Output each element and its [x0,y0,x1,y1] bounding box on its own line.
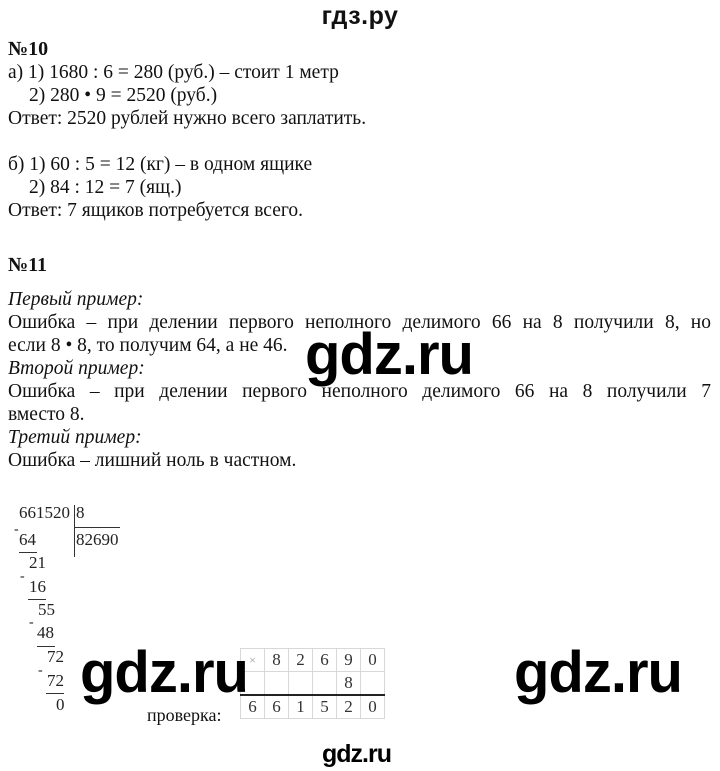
example2-title: Второй пример: [8,358,145,379]
example1-text-line1: Ошибка – при делении первого неполного делимого 66 на 8 получили 8, но [8,312,711,333]
check-multiplication-grid [240,648,385,719]
example1-text-line2: если 8 • 8, то получим 64, а не 46. [8,335,288,356]
task11-heading: №11 [8,254,47,276]
division-vertical-line [74,505,75,557]
division-step: 21 [29,553,46,572]
division-step: 55 [38,600,55,619]
divisor-underline [74,527,120,528]
task10-heading: №10 [8,38,49,60]
minus-sign: - [29,615,34,630]
grid-cell: 6 [265,695,289,719]
grid-cell: 8 [337,672,361,696]
minus-sign: - [20,569,25,584]
grid-cell: 2 [289,649,313,672]
task10-b-step1: б) 1) 60 : 5 = 12 (кг) – в одном ящике [8,154,313,175]
divisor: 8 [76,503,85,522]
minus-sign: - [38,663,43,678]
grid-row-multiplier [241,672,385,696]
grid-row-multiplicand [241,649,385,672]
grid-cell: 6 [241,695,265,719]
example1-title: Первый пример: [8,289,144,310]
example3-text-line1: Ошибка – лишний ноль в частном. [8,450,297,471]
check-label: проверка: [147,705,222,725]
dividend: 661520 [19,503,70,522]
task10-b-step2: 2) 84 : 12 = 7 (ящ.) [29,177,182,198]
watermark-bottom: gdz.ru [322,740,391,768]
grid-cell: 1 [289,695,313,719]
example2-text-line1: Ошибка – при делении первого неполного делимого 66 на 8 получили 7 [8,381,711,402]
example2-text-line2: вместо 8. [8,404,85,425]
division-step: 16 [29,577,46,596]
grid-cell [313,672,337,696]
grid-cell-multiply-sign: × [241,649,265,672]
task10-b-answer: Ответ: 7 ящиков потребуется всего. [8,200,303,221]
task10-a-step2: 2) 280 • 9 = 2520 (руб.) [29,85,218,106]
task10-a-answer: Ответ: 2520 рублей нужно всего заплатить. [8,108,367,129]
example3-title: Третий пример: [8,427,142,448]
division-step: 72 [47,647,64,666]
grid-cell [265,672,289,696]
watermark-left: gdz.ru [80,640,248,705]
grid-cell: 9 [337,649,361,672]
watermark-middle: gdz.ru [305,322,473,387]
quotient: 82690 [76,530,119,549]
grid-cell [289,672,313,696]
grid-cell: 2 [337,695,361,719]
watermark-right: gdz.ru [514,640,682,705]
grid-cell: 0 [361,695,385,719]
grid-cell: 5 [313,695,337,719]
minus-sign: - [14,522,19,537]
division-step: 48 [37,623,54,642]
grid-row-product [241,695,385,719]
step-underline [46,693,64,694]
task10-a-step1: а) 1) 1680 : 6 = 280 (руб.) – стоит 1 метр [8,62,339,83]
division-remainder: 0 [56,695,65,714]
grid-cell: 0 [361,649,385,672]
site-title: гдз.ру [321,2,399,30]
grid-cell [361,672,385,696]
division-step: 64 [19,530,36,549]
division-step: 72 [47,671,64,690]
grid-cell: 6 [313,649,337,672]
grid-cell: 8 [265,649,289,672]
